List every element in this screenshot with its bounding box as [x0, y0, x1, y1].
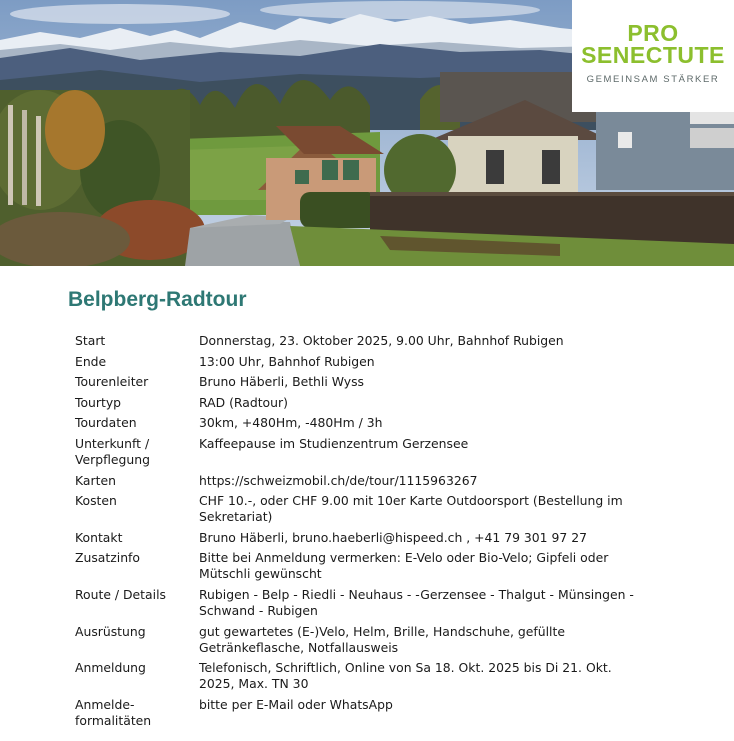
detail-label: Anmelde- formalitäten [75, 696, 152, 728]
detail-value: Telefonisch, Schriftlich, Online von Sa 18. Okt. 2025 bis Di 21. Okt. 2025, Max. TN 30 [199, 660, 612, 692]
detail-row [75, 333, 639, 354]
detail-row [75, 550, 639, 587]
detail-label: Tourtyp [75, 394, 122, 410]
detail-value: Rubigen - Belp - Riedli - Neuhaus - -Gerzensee - Thalgut - Münsingen - Schwand - Rubigen [199, 586, 634, 618]
detail-value: Kaffeepause im Studienzentrum Gerzensee [199, 435, 469, 451]
detail-row [75, 374, 639, 395]
detail-label: Zusatzinfo [75, 550, 140, 566]
detail-label: Kosten [75, 493, 117, 509]
detail-label: Ausrüstung [75, 623, 146, 639]
detail-value: 13:00 Uhr, Bahnhof Rubigen [199, 353, 375, 369]
detail-row [75, 415, 639, 436]
pro-senectute-logo [572, 0, 734, 112]
detail-label: Tourdaten [75, 415, 137, 431]
detail-label: Start [75, 333, 106, 348]
logo-line-2: SENECTUTE [581, 42, 725, 68]
detail-value: 30km, +480Hm, -480Hm / 3h [199, 415, 383, 431]
detail-label: Route / Details [75, 586, 166, 602]
detail-row [75, 436, 639, 473]
detail-row [75, 473, 639, 494]
detail-value: gut gewartetes (E-)Velo, Helm, Brille, Handschuhe, gefüllte Getränkeflasche, Notfallausweis [199, 623, 565, 655]
detail-value: Bruno Häberli, bruno.haeberli@hispeed.ch , +41 79 301 97 27 [199, 529, 587, 545]
detail-row [75, 697, 639, 734]
detail-value: Bruno Häberli, Bethli Wyss [199, 374, 365, 390]
detail-value: CHF 10.-, oder CHF 9.00 mit 10er Karte Outdoorsport (Bestellung im Sekretariat) [199, 493, 623, 525]
detail-value[interactable]: https://schweizmobil.ch/de/tour/1115963267 [199, 472, 478, 488]
detail-row [75, 587, 639, 624]
detail-label: Ende [75, 353, 107, 369]
logo-line-1: PRO [627, 20, 679, 46]
detail-value: bitte per E-Mail oder WhatsApp [199, 696, 393, 712]
tour-title: Belpberg-Radtour [68, 288, 247, 311]
detail-row [75, 395, 639, 416]
detail-row [75, 624, 639, 661]
detail-row [75, 493, 639, 530]
logo-tagline: GEMEINSAM STÄRKER [586, 74, 720, 85]
detail-label: Unterkunft / Verpflegung [75, 435, 150, 467]
detail-label: Karten [75, 472, 116, 488]
detail-value: Donnerstag, 23. Oktober 2025, 9.00 Uhr, Bahnhof Rubigen [199, 333, 564, 348]
detail-label: Kontakt [75, 529, 123, 545]
detail-label: Tourenleiter [75, 374, 149, 390]
detail-row [75, 660, 639, 697]
detail-value: Bitte bei Anmeldung vermerken: E-Velo oder Bio-Velo; Gipfeli oder Mütschli gewünscht [199, 550, 609, 582]
detail-row [75, 530, 639, 551]
detail-label: Anmeldung [75, 660, 146, 676]
tour-details-table [75, 333, 639, 733]
detail-row [75, 354, 639, 375]
detail-value: RAD (Radtour) [199, 394, 288, 410]
